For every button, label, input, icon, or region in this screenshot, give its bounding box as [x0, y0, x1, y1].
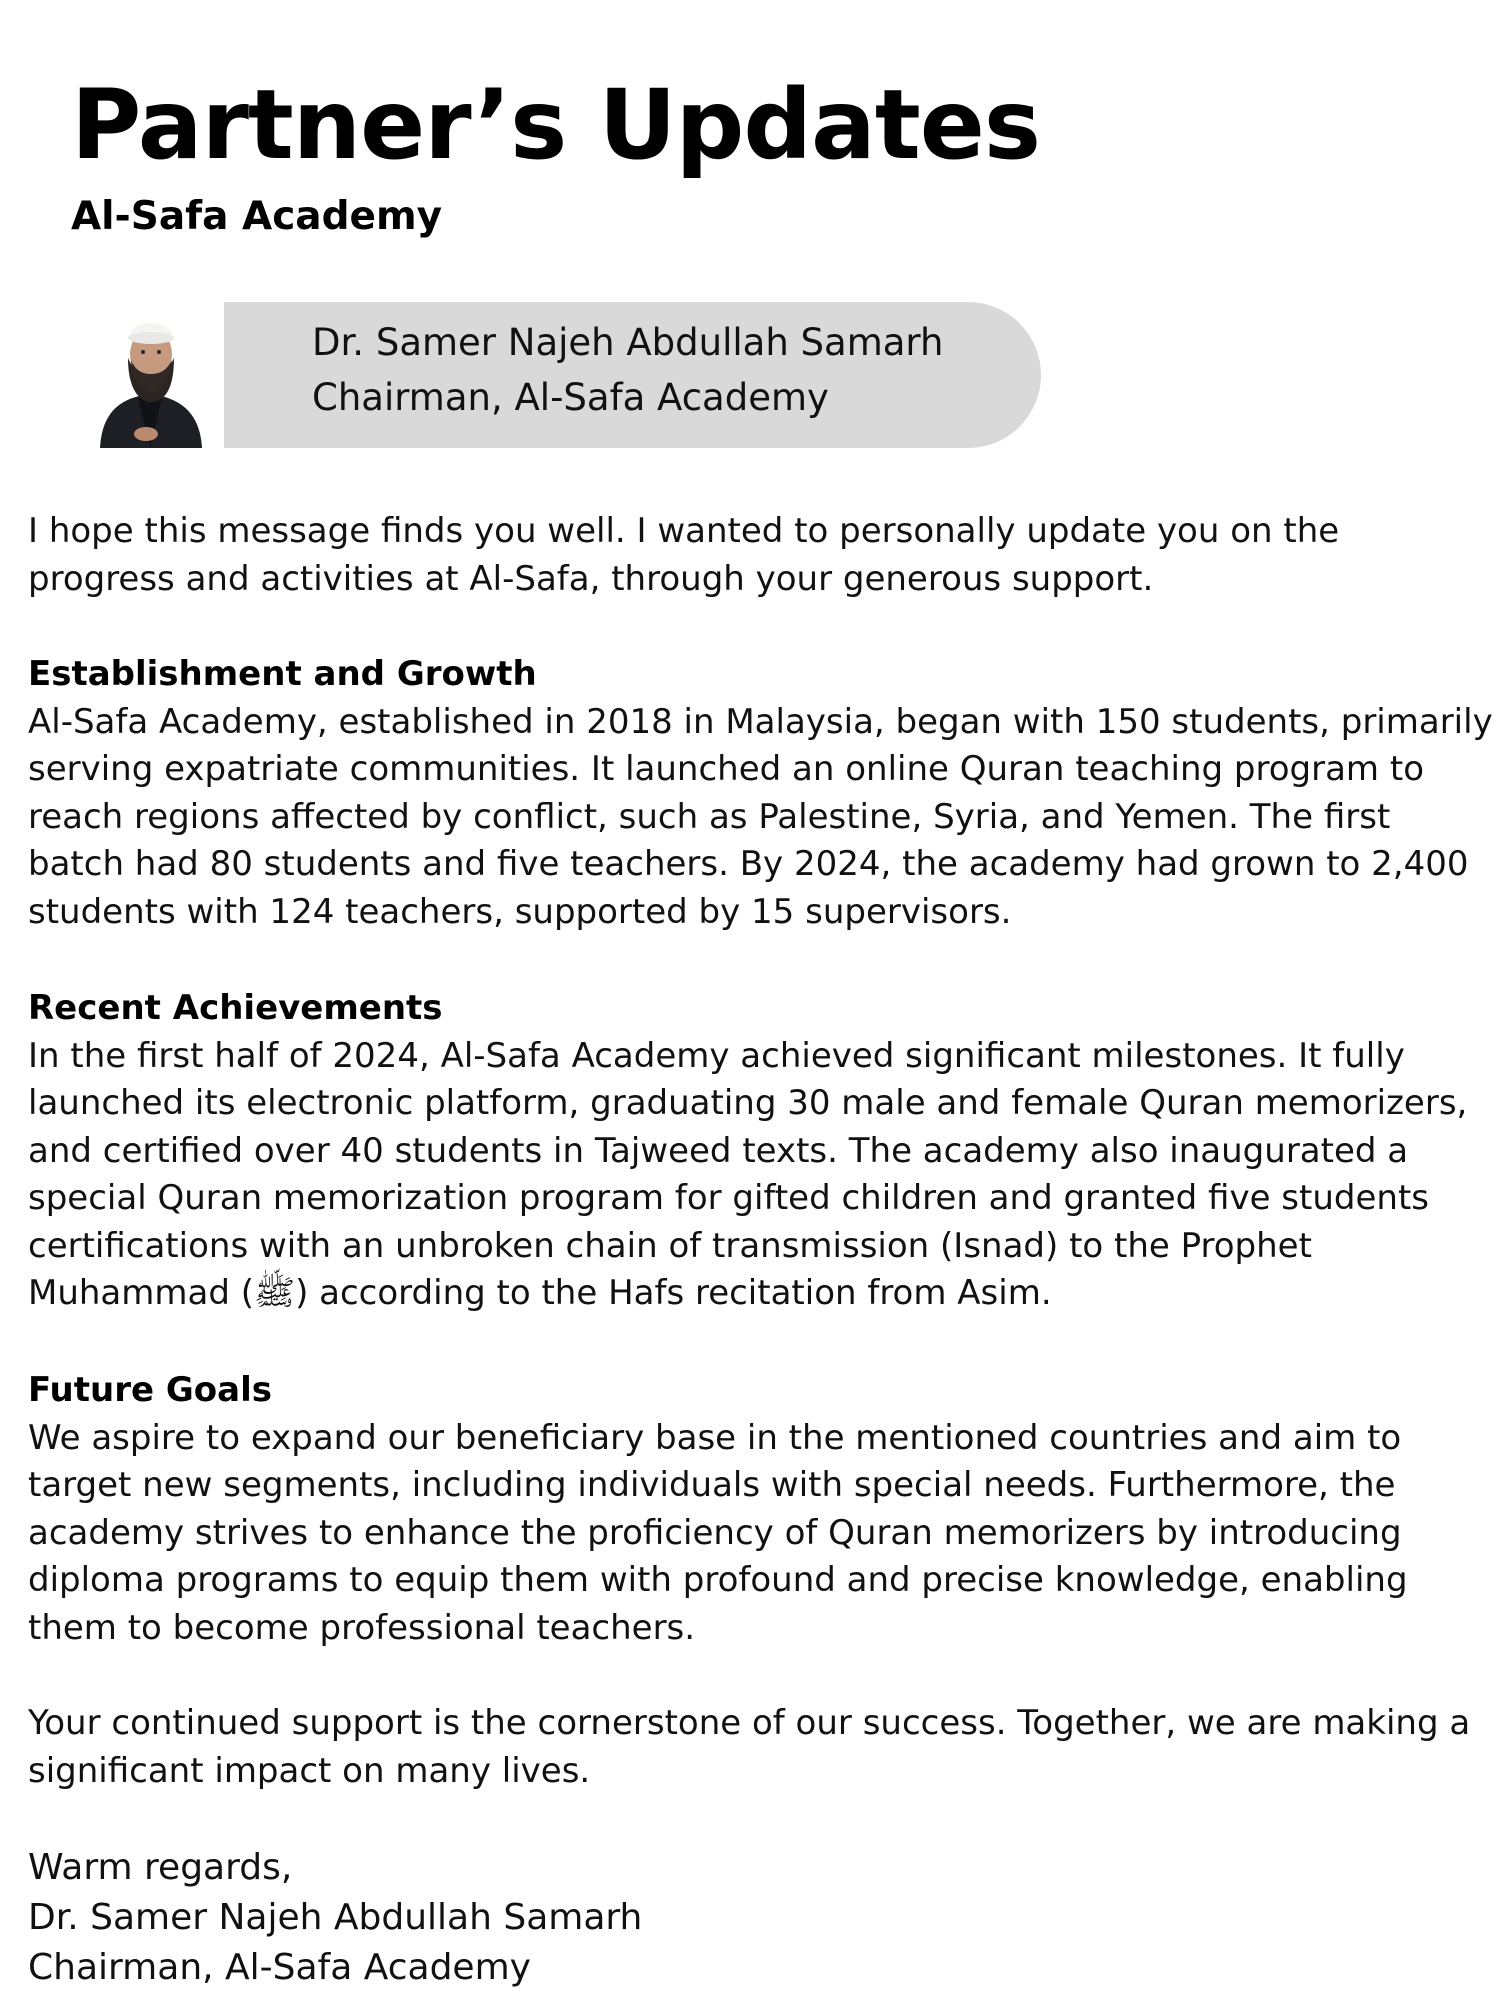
section-achievements	[28, 985, 1494, 1318]
section-text: We aspire to expand our beneficiary base in the mentioned countries and aim to target new segments, including individuals with special needs. Furthermore, the academy strives to enhance the proficiency of Quran memorizers by introducing diploma programs to equip them with profound and precise knowledge, enabling them to become professional teachers.	[28, 1417, 1408, 1648]
closing-paragraph	[28, 1700, 1494, 1795]
page-subtitle: Al-Safa Academy	[71, 194, 443, 239]
closing-text: Your continued support is the cornerstone of our success. Together, we are making a significant impact on many lives.	[28, 1703, 1471, 1791]
signoff	[28, 1843, 642, 1993]
author-name-pill	[224, 302, 1041, 448]
section-establishment	[28, 651, 1494, 936]
section-heading: Recent Achievements	[28, 988, 443, 1028]
page-title: Partner’s Updates	[71, 69, 1040, 181]
author-photo	[78, 302, 224, 448]
section-heading: Future Goals	[28, 1370, 272, 1410]
signoff-role: Chairman, Al-Safa Academy	[28, 1947, 531, 1988]
signoff-greeting: Warm regards,	[28, 1847, 293, 1888]
section-heading: Establishment and Growth	[28, 654, 537, 694]
author-name: Dr. Samer Najeh Abdullah Samarh	[312, 321, 944, 364]
section-text: In the first half of 2024, Al-Safa Academy achieved significant milestones. It fully launched its electronic platform, graduating 30 male and female Quran memorizers, and certified over 40 students in Tajweed texts. The academy also inaugurated a special Quran memorization program for gifted children and granted five students certifications with an unbroken chain of transmission (Isnad) to the Prophet Muhammad (ﷺ) according to the Hafs recitation from Asim.	[28, 1035, 1468, 1313]
section-text: Al-Safa Academy, established in 2018 in Malaysia, began with 150 students, primarily serving expatriate communities. It launched an online Quran teaching program to reach regions affected by conflict, such as Palestine, Syria, and Yemen. The first batch had 80 students and five teachers. By 2024, the academy had grown to 2,400 students with 124 teachers, supported by 15 supervisors.	[28, 701, 1493, 932]
signoff-name: Dr. Samer Najeh Abdullah Samarh	[28, 1897, 643, 1938]
portrait-photo	[78, 302, 224, 448]
intro-text: I hope this message finds you well. I wanted to personally update you on the progress and activities at Al-Safa, through your generous support.	[28, 511, 1340, 599]
author-card	[78, 302, 1041, 448]
section-future-goals	[28, 1367, 1494, 1652]
author-role: Chairman, Al-Safa Academy	[312, 376, 829, 419]
intro-paragraph	[28, 508, 1494, 603]
